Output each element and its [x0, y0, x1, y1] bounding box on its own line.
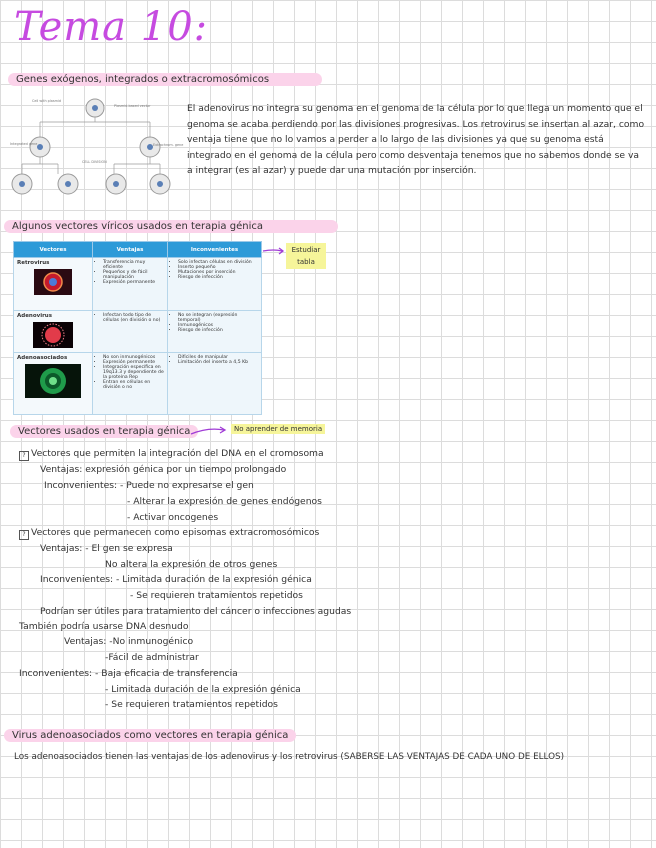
diagram-label-bottom: CELL DIVISION [82, 160, 107, 164]
list-item: • Riesgo de infección [178, 328, 258, 333]
list-item: • Mutaciones por inserción [178, 270, 258, 275]
usados-line: - Alterar la expresión de genes endógenos [127, 496, 322, 507]
usados-line: ? Vectores que permanecen como episomas extracromosómicos [19, 527, 319, 540]
diagram-label-right-top: Plasmid-based vector [114, 104, 151, 108]
vectores-table [13, 241, 262, 415]
table-row [14, 353, 262, 415]
list-item: • Riesgo de infección [178, 275, 258, 280]
list-item: • Difíciles de manipular [178, 355, 258, 360]
list-item: • Solo infectan células en división [178, 260, 258, 265]
list-item: • Limitación del inserto a 4,5 Kb [178, 360, 258, 365]
usados-line: No altera la expresión de otros genes [105, 559, 278, 570]
usados-line: - Limitada duración de la expresión génica [105, 684, 301, 695]
usados-line: Inconvenientes: - Limitada duración de la expresión génica [40, 574, 312, 585]
vector-name: Retrovirus [17, 260, 50, 266]
vectores-table-wrap [13, 241, 262, 415]
list-item: • Entran en células en división o no [103, 380, 164, 390]
checkbox-icon: ? [19, 451, 29, 461]
usados-line: Inconvenientes: - Puede no expresarse el gen [44, 480, 254, 491]
list-item: • Inserto pequeño [178, 265, 258, 270]
note-estudiar-tabla: Estudiar tabla [286, 243, 326, 269]
arrow-icon [190, 424, 230, 438]
vector-name: Adenoasociados [17, 355, 68, 361]
genes-paragraph: El adenovirus no integra su genoma en el genoma de la célula por lo que llega un momento que el genoma se acaba perdiendo por las divisiones progresivas. Los retrovirus se insertan al azar, como ventaja tiene que no lo vamos a perder a lo largo de las divisiones ya que su genoma está integrado en el genoma de la célula pero como desventaja tenemos que no sabemos donde se va a integrar (es al azar) y puede dar una mutación por inserción. [187, 103, 645, 177]
usados-line: Ventajas: - El gen se expresa [40, 543, 173, 554]
table-header-inconvenientes: Inconvenientes [168, 242, 262, 258]
list-item: • Transferencia muy eficiente [103, 260, 164, 270]
diagram-label-top: Cell with plasmid [32, 99, 62, 103]
adenovirus-image [33, 322, 73, 348]
list-item: • Infectan todo tipo de células (en división o no) [103, 313, 164, 323]
section-heading-genes: Genes exógenos, integrados o extracromosómicos [8, 73, 322, 86]
diagram-label-left: Integrated gene [10, 142, 38, 146]
retrovirus-image [34, 269, 72, 295]
section-heading-usados: Vectores usados en terapia génica [10, 425, 198, 438]
diagram-label-right: Extrachrom. gene [153, 143, 184, 147]
list-item: • Integración específica en 19q13.3 y dependiente de la proteína Rep [103, 365, 164, 380]
table-row [14, 311, 262, 353]
usados-line: Inconvenientes: - Baja eficacia de transferencia [19, 668, 238, 679]
usados-line: -Fácil de administrar [105, 652, 199, 663]
section-heading-vectores: Algunos vectores víricos usados en terapia génica [4, 220, 338, 233]
list-item: • No se integran (expresión temporal) [178, 313, 258, 323]
usados-line: - Se requieren tratamientos repetidos [130, 590, 303, 601]
list-item: • Expresión permanente [103, 360, 164, 365]
table-header-ventajas: Ventajas [93, 242, 168, 258]
list-item: • No son inmunogénicos [103, 355, 164, 360]
usados-line: Podrían ser útiles para tratamiento del cáncer o infecciones agudas [40, 606, 352, 617]
usados-line: Ventajas: expresión génica por un tiempo prolongado [40, 464, 287, 475]
adenoasociados-image [25, 364, 81, 398]
vector-name: Adenovirus [17, 313, 52, 319]
note-no-aprender: No aprender de memoria [231, 424, 325, 434]
usados-line: - Activar oncogenes [127, 512, 219, 523]
genes-diagram [10, 98, 184, 202]
usados-line: - Se requieren tratamientos repetidos [105, 699, 278, 710]
list-item: • Pequeños y de fácil manipulación [103, 270, 164, 280]
table-row [14, 258, 262, 311]
page-title: Tema 10: [14, 4, 209, 50]
list-item: • Expresión permanente [103, 280, 164, 285]
usados-line: ? Vectores que permiten la integración del DNA en el cromosoma [19, 448, 324, 461]
usados-line: Ventajas: -No inmunogénico [64, 636, 194, 647]
arrow-icon [262, 244, 286, 256]
adeno-line: Los adenoasociados tienen las ventajas de los adenovirus y los retrovirus (SABERSE LAS VENTAJAS DE CADA UNO DE ELLOS) [14, 752, 565, 762]
table-header-vectores: Vectores [14, 242, 93, 258]
usados-line: También podría usarse DNA desnudo [19, 621, 189, 632]
checkbox-icon: ? [19, 530, 29, 540]
list-item: • Inmunogénicos [178, 323, 258, 328]
section-heading-adeno: Virus adenoasociados como vectores en terapia génica [4, 729, 296, 742]
